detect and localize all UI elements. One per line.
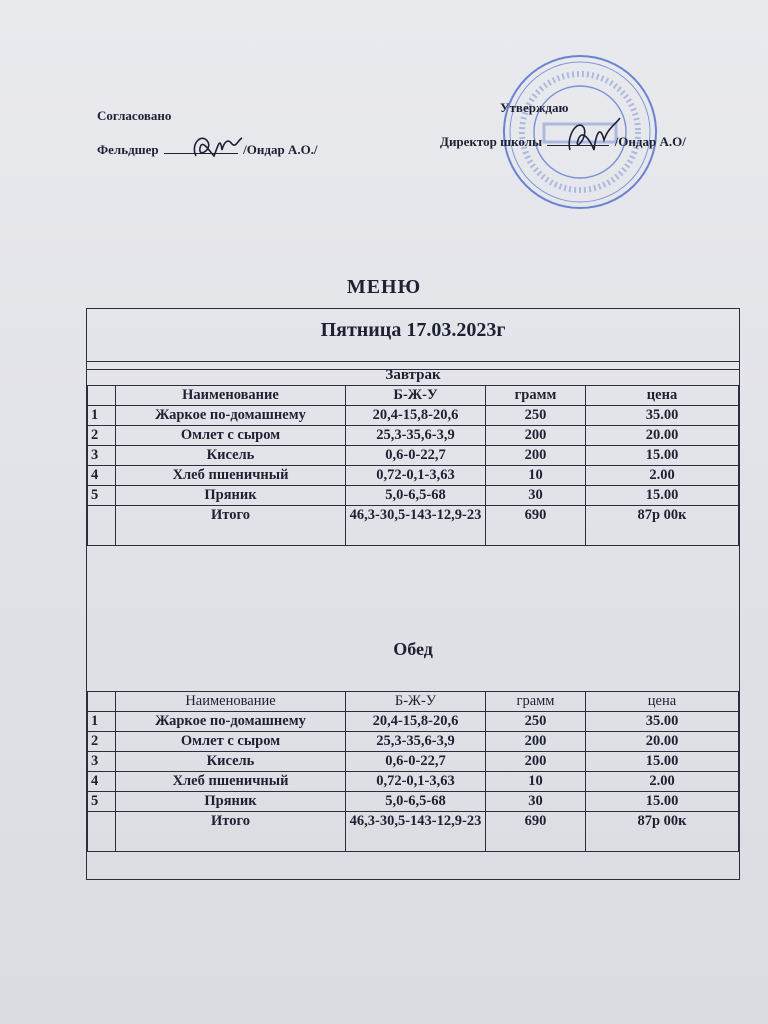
header-cell: цена (586, 692, 739, 712)
breakfast-table (87, 385, 739, 546)
agreed-block (97, 108, 318, 157)
dish-gram: 30 (486, 486, 586, 506)
header-cell: Б-Ж-У (346, 692, 486, 712)
dish-price: 15.00 (586, 486, 739, 506)
table-row (88, 426, 739, 446)
table-row (88, 446, 739, 466)
dish-bzu: 20,4-15,8-20,6 (346, 406, 486, 426)
header-cell: Б-Ж-У (346, 386, 486, 406)
dish-price: 2.00 (586, 466, 739, 486)
header-cell: грамм (486, 386, 586, 406)
dish-gram: 200 (486, 732, 586, 752)
row-number: 1 (88, 406, 116, 426)
dish-price: 35.00 (586, 712, 739, 732)
dish-price: 2.00 (586, 772, 739, 792)
total-price: 87р 00к (586, 812, 739, 852)
dish-price: 20.00 (586, 426, 739, 446)
dish-gram: 10 (486, 772, 586, 792)
dish-bzu: 25,3-35,6-3,9 (346, 732, 486, 752)
lunch-label: Обед (393, 639, 433, 659)
header-cell: грамм (486, 692, 586, 712)
day-title: Пятница 17.03.2023г (320, 319, 506, 341)
table-row (88, 772, 739, 792)
header-cell: Наименование (116, 692, 346, 712)
table-row (88, 792, 739, 812)
header-cell (88, 692, 116, 712)
table-header-row (88, 692, 739, 712)
dish-name: Кисель (116, 752, 346, 772)
dish-name: Пряник (116, 486, 346, 506)
dish-gram: 200 (486, 446, 586, 466)
dish-name: Жаркое по-домашнему (116, 406, 346, 426)
dish-name: Омлет с сыром (116, 732, 346, 752)
menu-table-frame (86, 308, 740, 880)
dish-price: 15.00 (586, 752, 739, 772)
row-number: 5 (88, 792, 116, 812)
dish-price: 15.00 (586, 446, 739, 466)
table-header-row (88, 386, 739, 406)
dish-gram: 30 (486, 792, 586, 812)
row-number: 4 (88, 772, 116, 792)
medic-label: Фельдшер (97, 142, 159, 157)
dish-name: Жаркое по-домашнему (116, 712, 346, 732)
dish-gram: 200 (486, 426, 586, 446)
approve-label: Утверждаю (500, 100, 569, 115)
dish-bzu: 0,6-0-22,7 (346, 446, 486, 466)
dish-name: Кисель (116, 446, 346, 466)
dish-gram: 200 (486, 752, 586, 772)
dish-price: 20.00 (586, 732, 739, 752)
row-number: 5 (88, 486, 116, 506)
dish-bzu: 5,0-6,5-68 (346, 792, 486, 812)
total-label: Итого (116, 812, 346, 852)
dish-bzu: 0,72-0,1-3,63 (346, 772, 486, 792)
header-cell: Наименование (116, 386, 346, 406)
total-bzu: 46,3-30,5-143-12,9-23 (346, 812, 486, 852)
dish-bzu: 0,6-0-22,7 (346, 752, 486, 772)
dish-bzu: 25,3-35,6-3,9 (346, 426, 486, 446)
breakfast-label: Завтрак (385, 367, 441, 383)
total-row (88, 812, 739, 852)
dish-name: Хлеб пшеничный (116, 466, 346, 486)
row-number (88, 506, 116, 546)
dish-name: Омлет с сыром (116, 426, 346, 446)
dish-gram: 250 (486, 712, 586, 732)
dish-bzu: 5,0-6,5-68 (346, 486, 486, 506)
total-gram: 690 (486, 506, 586, 546)
row-number: 1 (88, 712, 116, 732)
total-row (88, 506, 739, 546)
lunch-table (87, 691, 739, 852)
table-row (88, 486, 739, 506)
table-row (88, 406, 739, 426)
dish-name: Хлеб пшеничный (116, 772, 346, 792)
row-number (88, 812, 116, 852)
director-label: Директор школы (440, 134, 543, 149)
director-signature (560, 110, 630, 160)
menu-title: МЕНЮ (346, 276, 422, 298)
row-number: 3 (88, 446, 116, 466)
row-number: 2 (88, 732, 116, 752)
table-row (88, 712, 739, 732)
total-label: Итого (116, 506, 346, 546)
row-number: 3 (88, 752, 116, 772)
table-row (88, 752, 739, 772)
total-gram: 690 (486, 812, 586, 852)
dish-price: 15.00 (586, 792, 739, 812)
table-row (88, 466, 739, 486)
header-cell: цена (586, 386, 739, 406)
director-name: /Ондар А.О/ (614, 134, 686, 149)
table-row (88, 732, 739, 752)
dish-gram: 10 (486, 466, 586, 486)
divider (87, 361, 739, 362)
medic-signature (188, 126, 248, 166)
row-number: 2 (88, 426, 116, 446)
dish-bzu: 20,4-15,8-20,6 (346, 712, 486, 732)
dish-bzu: 0,72-0,1-3,63 (346, 466, 486, 486)
agreed-label: Согласовано (97, 108, 172, 123)
total-bzu: 46,3-30,5-143-12,9-23 (346, 506, 486, 546)
header-cell (88, 386, 116, 406)
dish-price: 35.00 (586, 406, 739, 426)
medic-name: /Ондар А.О./ (243, 142, 318, 157)
total-price: 87р 00к (586, 506, 739, 546)
row-number: 4 (88, 466, 116, 486)
dish-gram: 250 (486, 406, 586, 426)
dish-name: Пряник (116, 792, 346, 812)
